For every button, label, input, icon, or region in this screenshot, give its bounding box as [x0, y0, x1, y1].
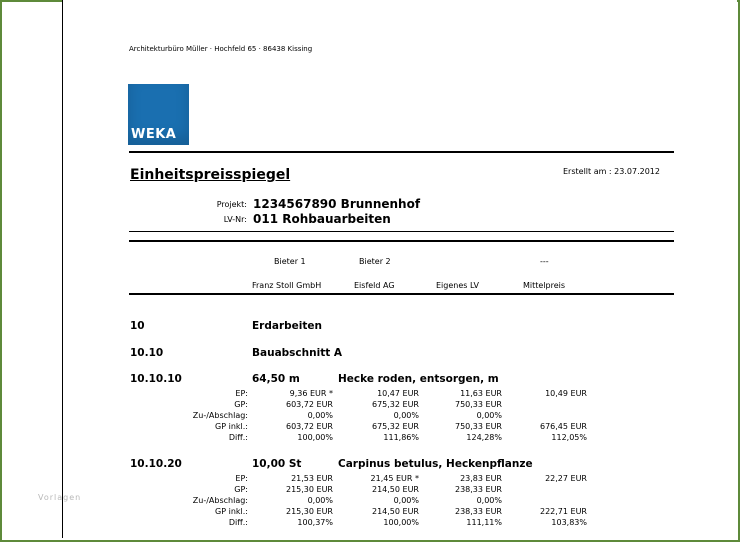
column-name-1: Franz Stoll GmbH: [252, 281, 322, 290]
column-name-3: Eigenes LV: [436, 281, 480, 290]
value-bidder-1: 100,37%: [297, 518, 333, 527]
value-own: 124,28%: [466, 433, 502, 442]
position-quantity: 64,50 m: [252, 373, 300, 385]
value-bidder-1: 603,72 EUR: [285, 422, 333, 431]
value-bidder-2: 675,32 EUR: [371, 422, 419, 431]
value-own: 0,00%: [476, 411, 502, 420]
value-bidder-2: 675,32 EUR: [371, 400, 419, 409]
divider-project: [129, 231, 674, 232]
position-description: Carpinus betulus, Heckenpflanze: [338, 458, 533, 470]
value-bidder-2: 214,50 EUR: [371, 485, 419, 494]
value-bidder-1: 9,36 EUR *: [289, 389, 333, 398]
value-bidder-1: 0,00%: [307, 496, 333, 505]
value-average: 103,83%: [551, 518, 587, 527]
divider-project-thick: [129, 240, 674, 242]
section-number: 10: [130, 320, 145, 332]
value-bidder-2: 100,00%: [383, 518, 419, 527]
lv-value: 011 Rohbauarbeiten: [253, 212, 391, 226]
column-bidder-1: Bieter 1: [274, 257, 306, 266]
row-label: Diff.:: [228, 518, 248, 527]
row-label: Zu-/Abschlag:: [192, 411, 248, 420]
lv-label: LV-Nr:: [223, 215, 247, 224]
value-bidder-1: 0,00%: [307, 411, 333, 420]
document-title: Einheitspreisspiegel: [130, 167, 291, 183]
value-average: 22,27 EUR: [545, 474, 587, 483]
value-own: 750,33 EUR: [454, 400, 502, 409]
value-bidder-2: 0,00%: [393, 411, 419, 420]
position-quantity: 10,00 St: [252, 458, 302, 470]
value-average: 222,71 EUR: [539, 507, 587, 516]
company-address: Architekturbüro Müller · Hochfeld 65 · 86438 Kissing: [129, 45, 313, 53]
value-own: 11,63 EUR: [460, 389, 502, 398]
row-label: GP:: [234, 485, 248, 494]
value-average: 676,45 EUR: [539, 422, 587, 431]
position-number: 10.10.10: [130, 373, 182, 385]
project-value: 1234567890 Brunnenhof: [253, 197, 421, 211]
position-description: Hecke roden, entsorgen, m: [338, 373, 499, 385]
column-dash: ---: [540, 257, 549, 266]
position-number: 10.10.20: [130, 458, 182, 470]
value-own: 0,00%: [476, 496, 502, 505]
value-bidder-1: 215,30 EUR: [285, 507, 333, 516]
column-name-2: Eisfeld AG: [354, 281, 395, 290]
section-number: 10.10: [130, 347, 164, 359]
value-average: 10,49 EUR: [545, 389, 587, 398]
value-bidder-1: 603,72 EUR: [285, 400, 333, 409]
value-own: 750,33 EUR: [454, 422, 502, 431]
value-bidder-1: 100,00%: [297, 433, 333, 442]
value-bidder-2: 0,00%: [393, 496, 419, 505]
divider-columns: [129, 293, 674, 295]
weka-logo: [128, 84, 189, 145]
value-own: 111,11%: [466, 518, 502, 527]
value-own: 238,33 EUR: [454, 485, 502, 494]
value-bidder-2: 111,86%: [383, 433, 419, 442]
project-label: Projekt:: [216, 200, 247, 209]
value-bidder-2: 10,47 EUR: [377, 389, 419, 398]
value-own: 23,83 EUR: [460, 474, 502, 483]
document-page: [62, 0, 737, 538]
row-label: EP:: [235, 389, 248, 398]
column-bidder-2: Bieter 2: [359, 257, 391, 266]
value-average: 112,05%: [551, 433, 587, 442]
row-label: Diff.:: [228, 433, 248, 442]
logo-text: WEKA: [131, 127, 177, 142]
value-bidder-2: 214,50 EUR: [371, 507, 419, 516]
row-label: GP inkl.:: [215, 507, 248, 516]
watermark: Vorlagen: [38, 493, 82, 502]
value-bidder-1: 215,30 EUR: [285, 485, 333, 494]
row-label: GP:: [234, 400, 248, 409]
divider-top: [129, 151, 674, 153]
created-date: Erstellt am : 23.07.2012: [563, 167, 660, 176]
value-bidder-1: 21,53 EUR: [291, 474, 333, 483]
column-name-4: Mittelpreis: [523, 281, 566, 290]
value-own: 238,33 EUR: [454, 507, 502, 516]
row-label: Zu-/Abschlag:: [192, 496, 248, 505]
row-label: GP inkl.:: [215, 422, 248, 431]
section-label: Erdarbeiten: [252, 320, 322, 332]
row-label: EP:: [235, 474, 248, 483]
section-label: Bauabschnitt A: [252, 347, 343, 359]
value-bidder-2: 21,45 EUR *: [370, 474, 419, 483]
